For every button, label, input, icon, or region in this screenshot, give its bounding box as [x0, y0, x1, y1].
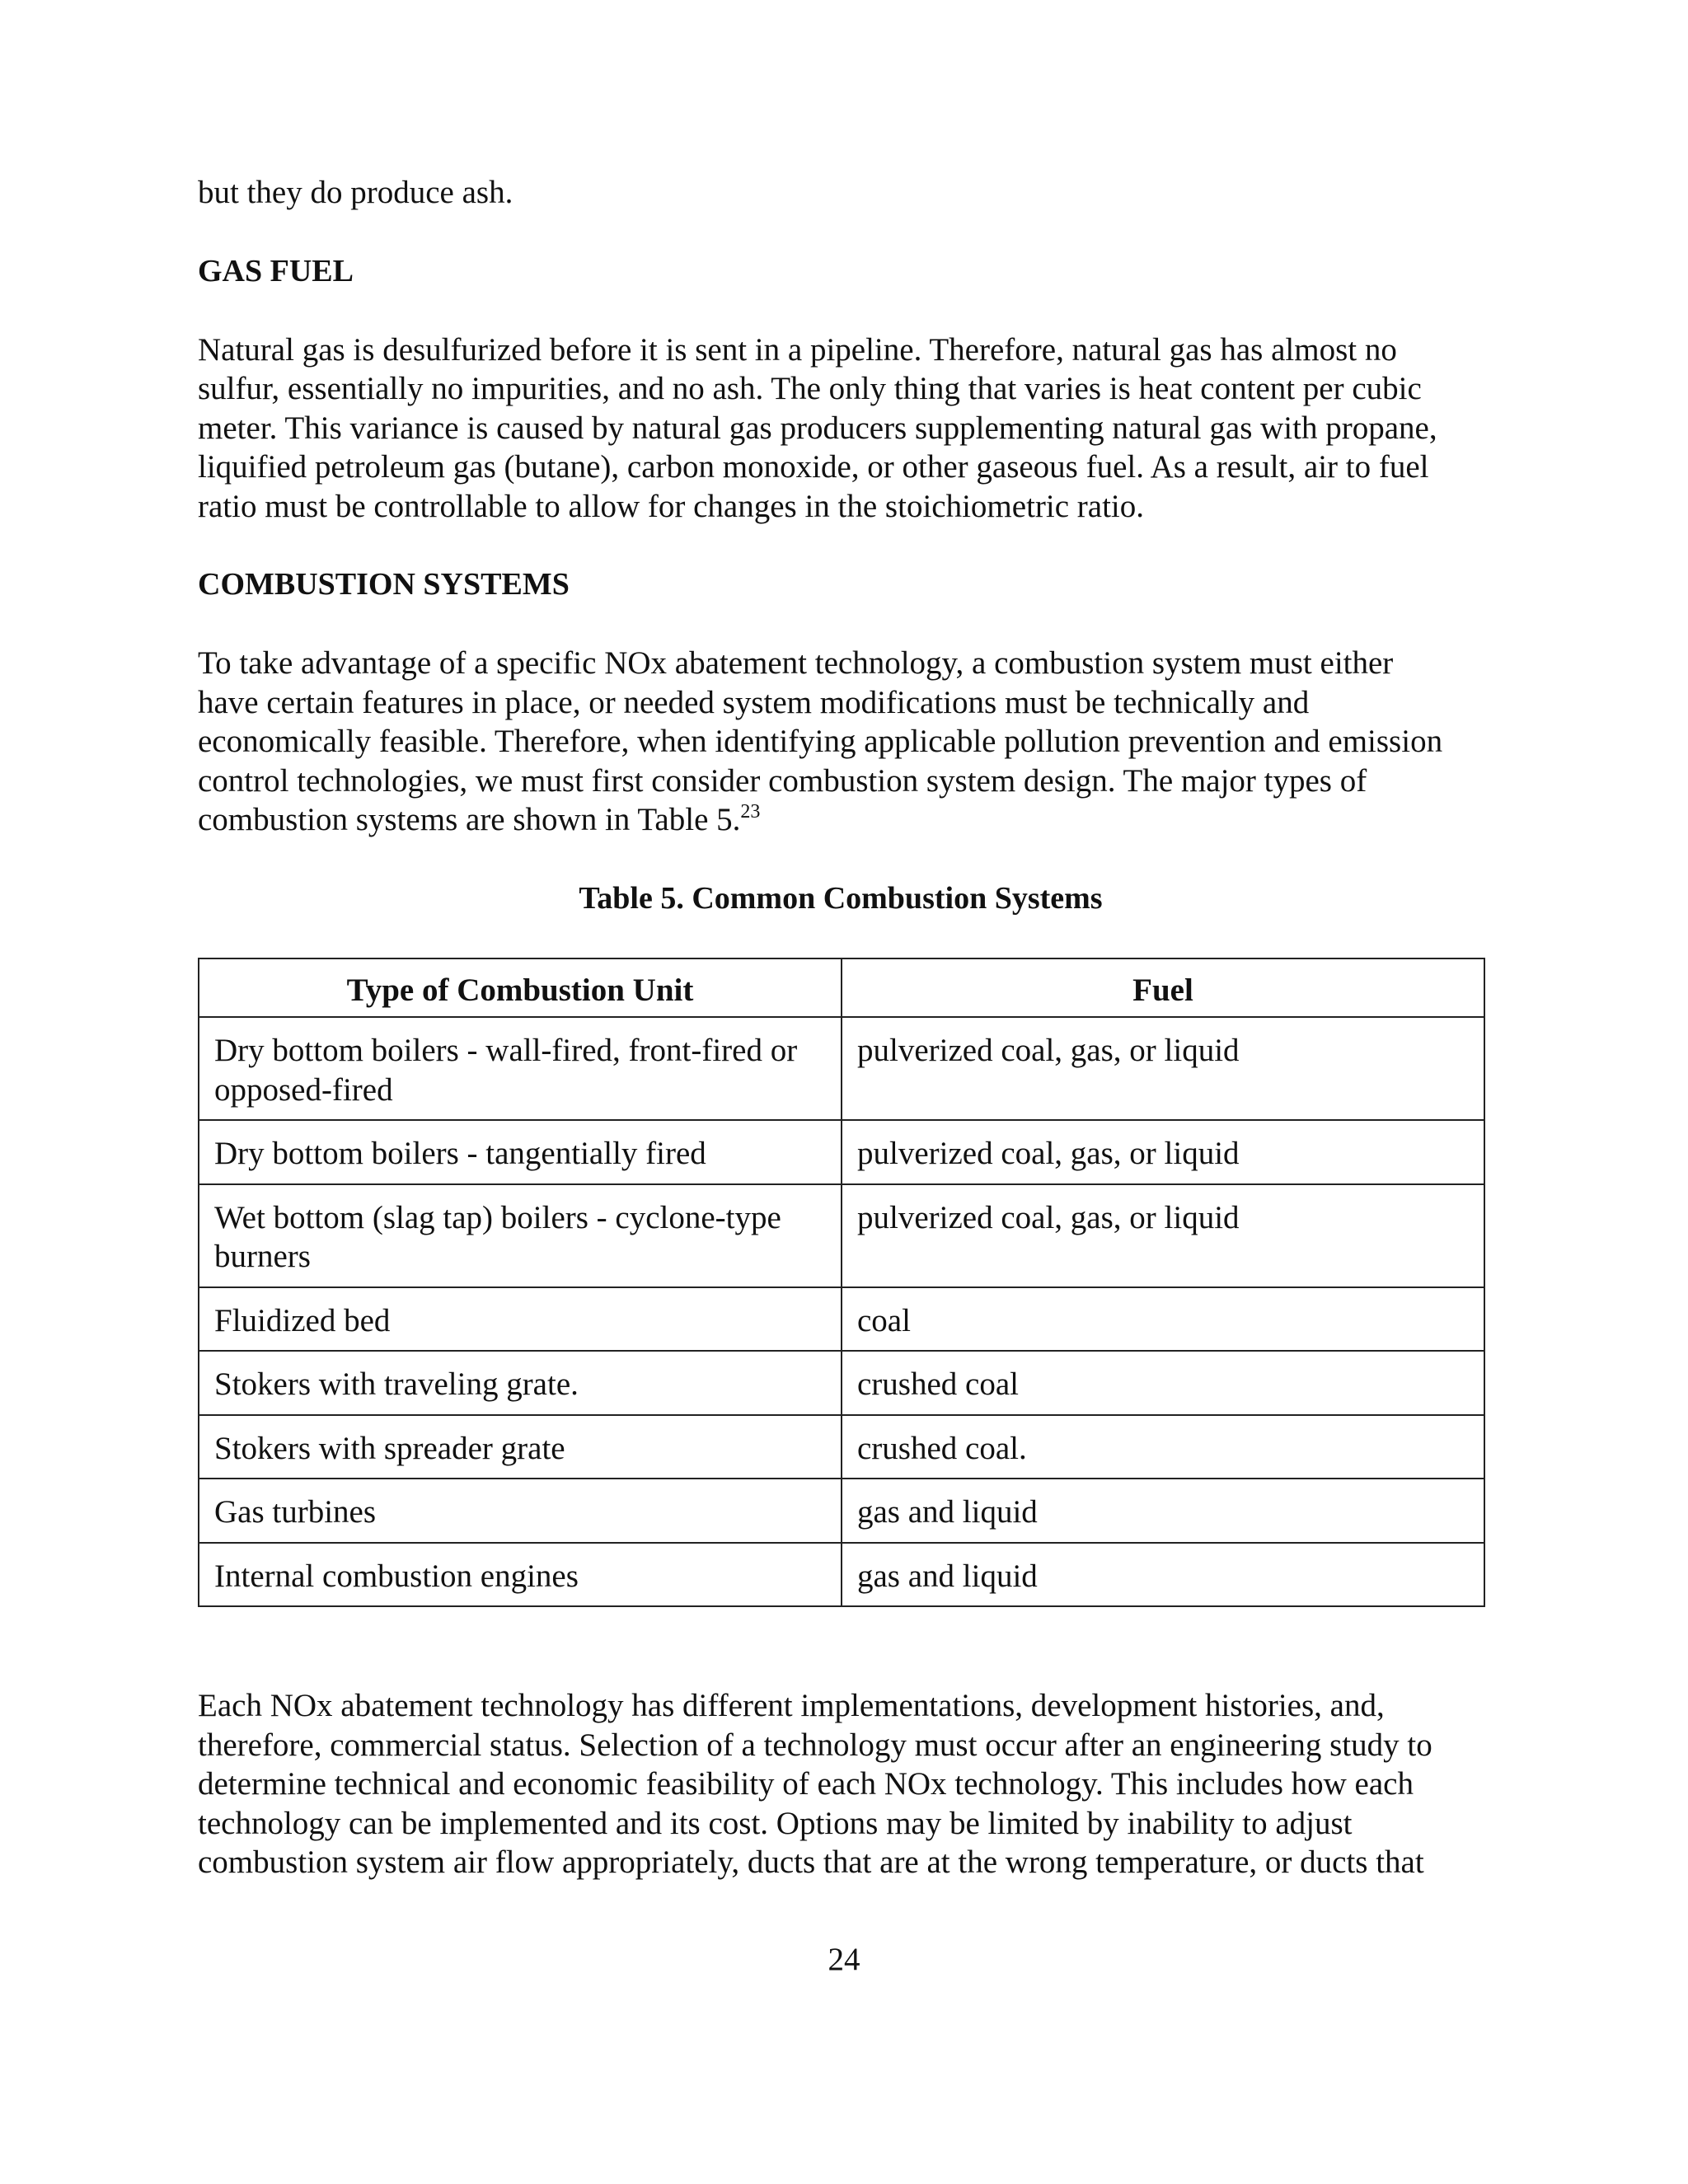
text-line: determine technical and economic feasibility of each NOx technology. This includes how each	[198, 1766, 1414, 1802]
text-line: liquified petroleum gas (butane), carbon monoxide, or other gaseous fuel. As a result, air to fuel	[198, 449, 1429, 485]
table-row	[199, 1120, 1484, 1184]
fuel-cell: gas and liquid	[842, 1543, 1484, 1607]
page-number: 24	[828, 1942, 860, 1977]
table-row	[199, 1479, 1484, 1543]
header-unit-type: Type of Combustion Unit	[199, 958, 842, 1018]
combustion-systems-table	[198, 958, 1485, 1608]
table-title: Table 5. Common Combustion Systems	[579, 880, 1103, 916]
table-row	[199, 1543, 1484, 1607]
text-line: Natural gas is desulfurized before it is sent in a pipeline. Therefore, natural gas has almost no	[198, 331, 1397, 368]
fuel-cell: gas and liquid	[842, 1479, 1484, 1543]
table-row	[199, 1017, 1484, 1120]
text-line: ratio must be controllable to allow for changes in the stoichiometric ratio.	[198, 488, 1145, 524]
header-fuel: Fuel	[842, 958, 1484, 1018]
fuel-cell: pulverized coal, gas, or liquid	[842, 1184, 1484, 1287]
fuel-cell: coal	[842, 1287, 1484, 1352]
unit-cell: Internal combustion engines	[199, 1543, 842, 1607]
footnote-reference: 23	[740, 801, 761, 823]
combustion-systems-paragraph	[198, 644, 1484, 840]
text-line: sulfur, essentially no impurities, and no ash. The only thing that varies is heat content per cubic	[198, 371, 1422, 406]
text-line: technology can be implemented and its cost. Options may be limited by inability to adjust	[198, 1805, 1353, 1841]
table-row	[199, 1184, 1484, 1287]
text-line: Each NOx abatement technology has different implementations, development histories, and,	[198, 1688, 1385, 1723]
fuel-cell: pulverized coal, gas, or liquid	[842, 1017, 1484, 1120]
text-line: To take advantage of a specific NOx abatement technology, a combustion system must either	[198, 645, 1394, 681]
fuel-cell: crushed coal.	[842, 1415, 1484, 1479]
unit-cell: Dry bottom boilers - wall-fired, front-fired or opposed-fired	[199, 1017, 842, 1120]
fuel-cell: pulverized coal, gas, or liquid	[842, 1120, 1484, 1184]
closing-paragraph	[198, 1686, 1484, 1882]
gas-fuel-paragraph	[198, 330, 1484, 527]
unit-cell: Wet bottom (slag tap) boilers - cyclone-type burners	[199, 1184, 842, 1287]
table-row	[199, 1287, 1484, 1352]
fuel-cell: crushed coal	[842, 1351, 1484, 1415]
unit-cell: Fluidized bed	[199, 1287, 842, 1352]
unit-cell: Stokers with traveling grate.	[199, 1351, 842, 1415]
text-line: have certain features in place, or needed system modifications must be technically and	[198, 684, 1310, 720]
gas-fuel-heading: GAS FUEL	[198, 253, 354, 288]
document-page	[198, 173, 1484, 1882]
text-line: combustion system air flow appropriately, ducts that are at the wrong temperature, or ducts that	[198, 1844, 1424, 1880]
table-row	[199, 1415, 1484, 1479]
unit-cell: Gas turbines	[199, 1479, 842, 1543]
text-line: control technologies, we must first consider combustion system design. The major types of	[198, 762, 1367, 799]
combustion-systems-heading: COMBUSTION SYSTEMS	[198, 567, 570, 602]
text-line: meter. This variance is caused by natural gas producers supplementing natural gas with propane,	[198, 410, 1437, 446]
unit-cell: Dry bottom boilers - tangentially fired	[199, 1120, 842, 1184]
table-row	[199, 1351, 1484, 1415]
intro-line: but they do produce ash.	[198, 175, 513, 210]
text-line: economically feasible. Therefore, when identifying applicable pollution prevention and emission	[198, 724, 1443, 759]
text-line: therefore, commercial status. Selection of a technology must occur after an engineering study to	[198, 1727, 1432, 1763]
text-line: combustion systems are shown in Table 5.	[198, 802, 741, 837]
unit-cell: Stokers with spreader grate	[199, 1415, 842, 1479]
table-header-row	[199, 958, 1484, 1018]
